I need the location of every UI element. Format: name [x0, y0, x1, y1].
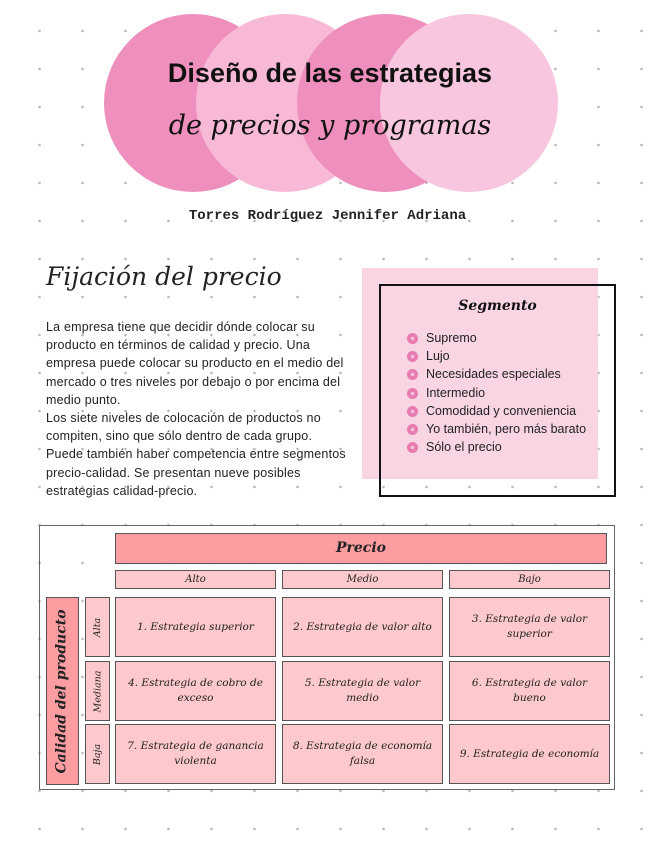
strategy-cell: 4. Estrategia de cobro de exceso [115, 661, 276, 721]
flower-icon [407, 351, 418, 362]
strategy-cell: 6. Estrategia de valor bueno [449, 661, 610, 721]
decorative-circle [380, 14, 558, 192]
author-name: Torres Rodríguez Jennifer Adriana [188, 208, 467, 224]
list-item: Intermedio [407, 384, 612, 402]
column-header-bajo: Bajo [449, 570, 610, 589]
flower-icon [407, 333, 418, 344]
list-item: Supremo [407, 329, 612, 347]
row-header-alta: Alta [85, 597, 110, 657]
flower-icon [407, 388, 418, 399]
column-header-medio: Medio [282, 570, 443, 589]
strategy-cell: 8. Estrategia de economía falsa [282, 724, 443, 784]
list-item: Sólo el precio [407, 438, 612, 456]
strategy-cell: 5. Estrategia de valor medio [282, 661, 443, 721]
strategy-cell: 9. Estrategia de economía [449, 724, 610, 784]
page-title: Diseño de las estrategias [167, 58, 493, 88]
list-item: Lujo [407, 347, 612, 365]
flower-icon [407, 406, 418, 417]
row-header-mediana: Mediana [85, 661, 110, 721]
segment-title: Segmento [458, 298, 537, 314]
section-heading: Fijación del precio [46, 262, 282, 291]
strategy-cell: 3. Estrategia de valor superior [449, 597, 610, 657]
calidad-header: Calidad del producto [46, 597, 79, 785]
row-header-baja: Baja [85, 724, 110, 784]
strategy-cell: 1. Estrategia superior [115, 597, 276, 657]
column-header-alto: Alto [115, 570, 276, 589]
strategy-cell: 7. Estrategia de ganancia violenta [115, 724, 276, 784]
flower-icon [407, 424, 418, 435]
list-item: Comodidad y conveniencia [407, 402, 612, 420]
paragraph: Los siete niveles de colocación de productos no compiten, sino que sólo dentro de cada grupo. Puede también haber competencia entre segmentos precio-calidad. Se presentan nueve posibles estrategias calidad-precio. [46, 411, 346, 498]
flower-icon [407, 369, 418, 380]
page-subtitle: de precios y programas [168, 110, 492, 141]
paragraph: La empresa tiene que decidir dónde colocar su producto en términos de calidad y precio. Una empresa puede colocar su producto en el medio del mercado o tres niveles por debajo o por encima del medio punto. [46, 320, 344, 407]
list-item: Necesidades especiales [407, 365, 612, 383]
segment-list [407, 329, 612, 456]
precio-header: Precio [115, 533, 607, 564]
flower-icon [407, 442, 418, 453]
list-item: Yo también, pero más barato [407, 420, 612, 438]
strategy-cell: 2. Estrategia de valor alto [282, 597, 443, 657]
